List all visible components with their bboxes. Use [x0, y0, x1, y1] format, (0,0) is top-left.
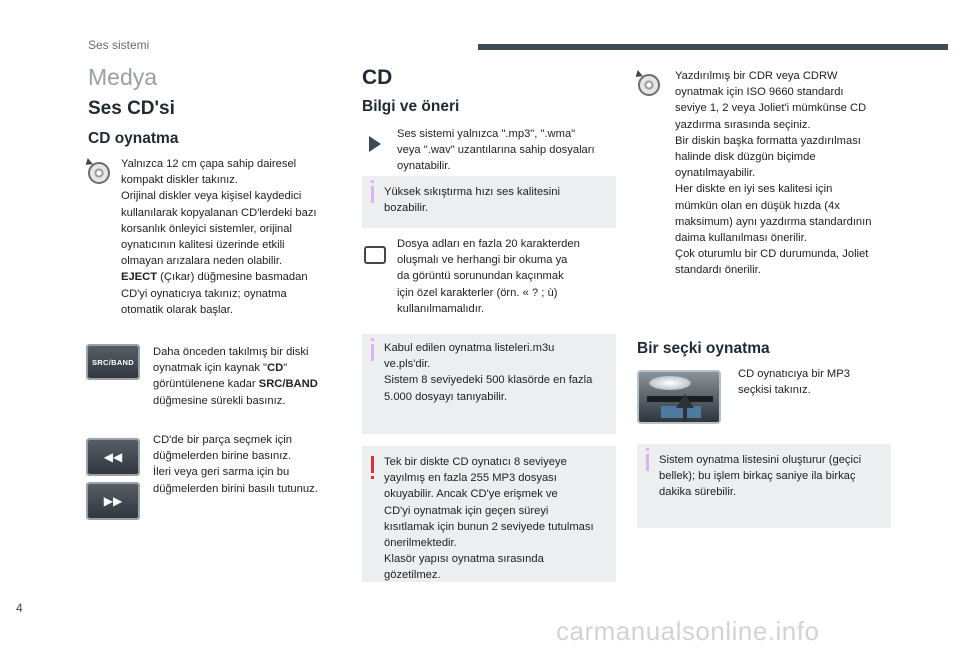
text-line: kompakt diskler takınız. [121, 174, 238, 187]
text-line: Her diskte en iyi ses kalitesi için [675, 183, 833, 196]
cdr-text [675, 68, 895, 279]
next-track-button[interactable]: ▶▶ [86, 482, 140, 520]
text-line: bellek); bu işlem birkaç saniye ila birkaç [659, 470, 856, 483]
text-line: korsanlık önleyici sistemler, orijinal [121, 222, 292, 235]
text-line: gözetilmez. [384, 569, 441, 582]
text-line: otomatik olarak başlar. [121, 303, 233, 316]
text-line: Yazdırılmış bir CDR veya CDRW [675, 70, 838, 82]
text-fragment: " [283, 362, 288, 375]
text-line: İleri veya geri sarma için bu [153, 466, 290, 479]
text-line [153, 360, 353, 376]
display-icon [364, 244, 386, 266]
text-line: düğmelerden birine basınız. [153, 450, 292, 463]
text-line: düğmelerden birini basılı tutunuz. [153, 482, 318, 495]
warning-icon [371, 456, 374, 473]
watermark: carmanualsonline.info [556, 616, 820, 646]
text-line: okuyabilir. Ancak CD'ye erişmek ve [384, 488, 558, 501]
text-line: Çok oturumlu bir CD durumunda, Joliet [675, 248, 869, 261]
text-line [153, 376, 353, 392]
text-line: bozabilir. [384, 202, 429, 215]
medya-title: Medya [88, 64, 158, 90]
text-fragment: görüntülenene kadar [153, 378, 259, 391]
text-line: Bir diskin başka formatta yazdırılması [675, 134, 861, 147]
text-line: ve.pls'dir. [384, 358, 431, 371]
text-line: Klasör yapısı oynatma sırasında [384, 553, 544, 566]
note-mp3-levels [362, 446, 616, 582]
text-line: oynatıcının kalitesi üzerinde etkili [121, 239, 285, 252]
header-divider-bar [478, 44, 948, 50]
text-line: standardı önerilir. [675, 264, 761, 277]
text-line: Ses sistemi yalnızca ".mp3", ".wma" [397, 128, 576, 140]
text-line: yazdırma sırasında seçiniz. [675, 118, 811, 131]
note-playlists [362, 334, 616, 434]
text-line: oynatılmayabilir. [675, 167, 756, 180]
cd-oynatma-heading: CD oynatma [88, 130, 179, 147]
text-line: Yüksek sıkıştırma hızı ses kalitesini [384, 186, 560, 198]
eject-rest: (Çıkar) düğmesine basmadan [157, 271, 308, 284]
cd-oynatma-text [121, 156, 346, 318]
src-band-button[interactable]: SRC/BAND [86, 344, 140, 380]
insert-arrow-stem [683, 406, 687, 422]
text-line: yayılmış en fazla 255 MP3 dosyası [384, 472, 557, 485]
text-line: Daha önceden takılmış bir diski [153, 346, 309, 358]
file-name-text [397, 236, 612, 317]
text-line: Tek bir diskte CD oynatıcı 8 seviyeye [384, 456, 567, 468]
info-icon [646, 454, 649, 471]
note-playlist-build [637, 444, 891, 528]
note-compression [362, 176, 616, 228]
text-line: maksimum) aynı yazdırma standardının [675, 215, 872, 228]
ses-cdsi-heading: Ses CD'si [88, 98, 175, 119]
text-line: önerilmektedir. [384, 537, 457, 550]
text-line: Sistem oynatma listesini oluşturur (geçici [659, 454, 862, 466]
text-fragment: oynatmak için kaynak " [153, 362, 268, 375]
text-line: Sistem 8 seviyedeki 500 klasörde en fazla [384, 374, 593, 387]
text-line: seçkisi takınız. [738, 384, 811, 397]
text-line: veya ".wav" uzantılarına sahip dosyaları [397, 144, 595, 157]
text-line: kullanılarak kopyalanan CD'lerdeki bazı [121, 206, 317, 219]
text-line: daima kullanılması önerilir. [675, 232, 807, 245]
text-line: kısıtlamak için bunun 2 seviyede tutulması [384, 520, 594, 533]
info-icon [371, 186, 374, 203]
previous-track-button[interactable]: ◀◀ [86, 438, 140, 476]
text-line: Kabul edilen oynatma listeleri.m3u [384, 342, 555, 354]
bir-secki-heading: Bir seçki oynatma [637, 340, 770, 357]
text-line: düğmesine sürekli basınız. [153, 394, 286, 407]
text-line: olmayan arızalara neden olabilir. [121, 255, 283, 268]
cd-disc-graphic [649, 376, 691, 390]
text-line: da görüntü sorunundan kaçınmak [397, 270, 564, 283]
play-icon [364, 133, 386, 155]
text-line: seviye 1, 2 veya Joliet'i mümkünse CD [675, 102, 867, 115]
text-line: CD'yi oynatmak için geçen süreyi [384, 504, 549, 517]
text-line: Yalnızca 12 cm çapa sahip dairesel [121, 158, 297, 170]
text-line: oluşmalı ve herhangi bir okuma ya [397, 254, 568, 267]
info-icon [371, 344, 374, 361]
section-header: Ses sistemi [88, 38, 150, 52]
text-line: oynatabilir. [397, 160, 451, 173]
bilgi-heading: Bilgi ve öneri [362, 98, 460, 115]
text-line: CD oynatıcıya bir MP3 [738, 368, 850, 380]
text-line: kullanılmamalıdır. [397, 302, 485, 315]
text-line: Dosya adları en fazla 20 karakterden [397, 238, 580, 250]
text-line: oynatmak için ISO 9660 standardı [675, 86, 844, 99]
text-line: halinde disk düzgün biçimde [675, 151, 816, 164]
text-line: için özel karakterler (örn. « ? ; ù) [397, 286, 558, 299]
file-format-text [397, 126, 612, 175]
text-line [121, 269, 346, 285]
text-line: mümkün olan en düşük hızda (4x [675, 199, 840, 212]
cd-label: CD [267, 362, 284, 375]
text-line: CD'yi oynatıcıya takınız; oynatma [121, 287, 287, 300]
page-number: 4 [16, 601, 23, 615]
src-band-text [153, 344, 353, 409]
src-band-label: SRC/BAND [258, 378, 318, 391]
cd-title: CD [362, 66, 393, 89]
eject-label: EJECT [121, 271, 158, 284]
mp3-insert-text [738, 366, 888, 398]
cd-insert-icon [638, 74, 662, 98]
text-line: 5.000 dosyayı tanıyabilir. [384, 390, 508, 403]
text-line: dakika sürebilir. [659, 486, 737, 499]
text-line: Orijinal diskler veya kişisel kaydedici [121, 190, 302, 203]
text-line: CD'de bir parça seçmek için [153, 434, 292, 446]
track-select-text [153, 432, 353, 497]
cd-insert-icon [88, 162, 112, 186]
